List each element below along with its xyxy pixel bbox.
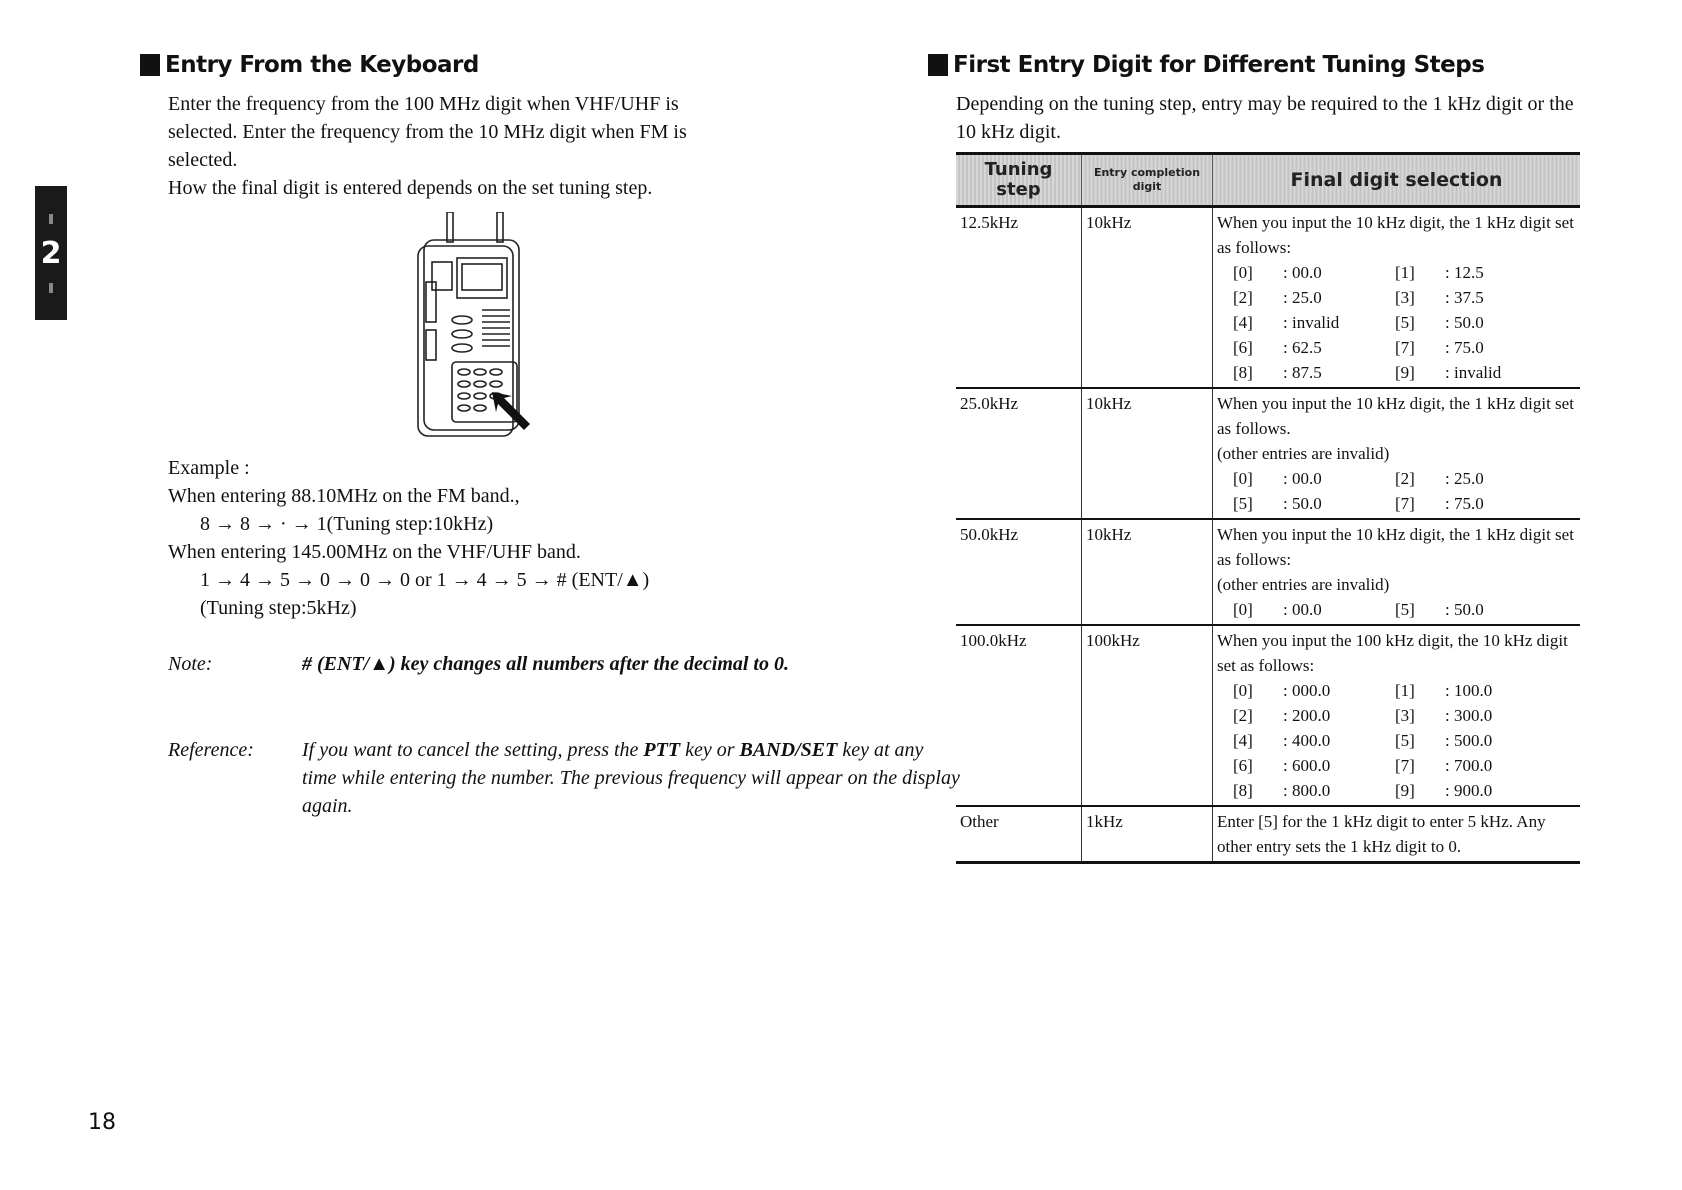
chapter-tab (35, 186, 67, 320)
table-row (956, 207, 1580, 389)
cell-description: When you input the 10 kHz digit, the 1 kHz digit set as follows. (1217, 394, 1574, 438)
reference-text-part: key or (680, 739, 740, 761)
key-label: [3] (1395, 706, 1415, 725)
note-label: Note: (168, 653, 213, 675)
key-value: : 800.0 (1283, 781, 1331, 800)
first-entry-intro (956, 90, 1596, 146)
key-label: [6] (1233, 338, 1253, 357)
key-label: [2] (1395, 469, 1415, 488)
cell-digit: 10kHz (1082, 388, 1213, 519)
key-value: : 25.0 (1445, 469, 1484, 488)
tab-tick-top (49, 214, 53, 224)
key-value: : 400.0 (1283, 731, 1331, 750)
key-label: [2] (1233, 706, 1253, 725)
key-value: : 700.0 (1445, 756, 1493, 775)
cell-digit: 100kHz (1082, 625, 1213, 806)
digit-pairs (1217, 260, 1576, 385)
example-key-sequence: 8 → 8 → · → 1(Tuning step:10kHz) (200, 513, 494, 535)
paragraph-line: How the final digit is entered depends on the set tuning step. (168, 177, 653, 199)
chapter-number: 2 (40, 235, 62, 271)
first-entry-heading (928, 52, 1484, 78)
cell-selection (1213, 519, 1581, 625)
header-text: step (996, 179, 1041, 200)
key-value: : 500.0 (1445, 731, 1493, 750)
key-value: : 50.0 (1283, 494, 1322, 513)
paragraph-line: Enter the frequency from the 100 MHz digit when VHF/UHF is (168, 93, 679, 115)
cell-step: 25.0kHz (956, 388, 1082, 519)
key-label: [3] (1395, 288, 1415, 307)
note-block (168, 650, 988, 710)
key-value: : 600.0 (1283, 756, 1331, 775)
reference-text (302, 736, 962, 820)
cell-digit: 1kHz (1082, 806, 1213, 863)
entry-keyboard-heading-text: Entry From the Keyboard (165, 52, 479, 78)
key-value: : 62.5 (1283, 338, 1322, 357)
key-label: [7] (1395, 338, 1415, 357)
paragraph-line: selected. (168, 149, 238, 171)
table-header-row (956, 154, 1580, 207)
handheld-radio-illustration (412, 212, 547, 442)
key-label: [9] (1395, 363, 1415, 382)
key-label: [1] (1395, 263, 1415, 282)
example-line: When entering 88.10MHz on the FM band., (168, 485, 520, 507)
intro-text: Depending on the tuning step, entry may be required to the 1 kHz digit or the 10 kHz digit. (956, 93, 1574, 143)
cell-note: (other entries are invalid) (1217, 444, 1390, 463)
key-label: [8] (1233, 781, 1253, 800)
key-value: : 00.0 (1283, 600, 1322, 619)
reference-label: Reference: (168, 739, 254, 761)
header-text: Tuning (984, 159, 1053, 180)
reference-text-part: key at any time while entering the number. The previous frequency will appear on the display again. (302, 739, 960, 817)
cell-step: 50.0kHz (956, 519, 1082, 625)
key-value: : 900.0 (1445, 781, 1493, 800)
header-text: digit (1132, 180, 1162, 193)
key-value: : invalid (1283, 313, 1340, 332)
example-section (168, 454, 649, 622)
cell-selection (1213, 806, 1581, 863)
page-number: 18 (88, 1110, 116, 1135)
example-line: When entering 145.00MHz on the VHF/UHF band. (168, 541, 581, 563)
first-entry-heading-text: First Entry Digit for Different Tuning Steps (953, 52, 1485, 78)
key-label: [0] (1233, 681, 1253, 700)
key-label: [7] (1395, 756, 1415, 775)
ptt-key-label: PTT (643, 739, 681, 761)
heading-square-icon (928, 54, 948, 76)
key-value: : 25.0 (1283, 288, 1322, 307)
cell-step: 12.5kHz (956, 207, 1082, 389)
key-value: : 37.5 (1445, 288, 1484, 307)
key-label: [4] (1233, 731, 1253, 750)
key-value: : 00.0 (1283, 263, 1322, 282)
key-value: : invalid (1445, 363, 1502, 382)
key-value: : 50.0 (1445, 313, 1484, 332)
tab-tick-bottom (49, 283, 53, 293)
example-label: Example : (168, 457, 250, 479)
note-text: # (ENT/▲) key changes all numbers after the decimal to 0. (302, 653, 789, 675)
key-value: : 200.0 (1283, 706, 1331, 725)
tuning-step-table (956, 152, 1580, 864)
key-label: [9] (1395, 781, 1415, 800)
key-label: [0] (1233, 600, 1253, 619)
table-row (956, 519, 1580, 625)
table-row (956, 388, 1580, 519)
key-label: [7] (1395, 494, 1415, 513)
key-value: : 87.5 (1283, 363, 1322, 382)
cell-note: (other entries are invalid) (1217, 575, 1390, 594)
cell-step: Other (956, 806, 1082, 863)
digit-pairs (1217, 678, 1576, 803)
cell-description: Enter [5] for the 1 kHz digit to enter 5 kHz. Any other entry sets the 1 kHz digit to 0. (1217, 812, 1546, 856)
example-key-sequence: 1 → 4 → 5 → 0 → 0 → 0 or 1 → 4 → 5 → # (ENT/▲) (200, 569, 650, 591)
paragraph-line: selected. Enter the frequency from the 10 MHz digit when FM is (168, 121, 687, 143)
header-entry-completion-digit (1082, 154, 1213, 207)
cell-digit: 10kHz (1082, 519, 1213, 625)
key-value: : 300.0 (1445, 706, 1493, 725)
key-value: : 50.0 (1445, 600, 1484, 619)
key-label: [5] (1395, 313, 1415, 332)
key-label: [5] (1395, 731, 1415, 750)
table-row (956, 806, 1580, 863)
header-text: Entry completion (1093, 166, 1201, 179)
cell-description: When you input the 10 kHz digit, the 1 kHz digit set as follows: (1217, 213, 1574, 257)
key-label: [6] (1233, 756, 1253, 775)
key-label: [5] (1233, 494, 1253, 513)
digit-pairs (1217, 597, 1576, 622)
bandset-key-label: BAND/SET (739, 739, 838, 761)
key-label: [2] (1233, 288, 1253, 307)
cell-selection (1213, 207, 1581, 389)
cell-step: 100.0kHz (956, 625, 1082, 806)
header-tuning-step (956, 154, 1082, 207)
key-label: [5] (1395, 600, 1415, 619)
key-value: : 000.0 (1283, 681, 1331, 700)
cell-digit: 10kHz (1082, 207, 1213, 389)
key-value: : 100.0 (1445, 681, 1493, 700)
digit-pairs (1217, 466, 1576, 516)
entry-keyboard-body (168, 90, 808, 202)
key-label: [8] (1233, 363, 1253, 382)
table-row (956, 625, 1580, 806)
header-final-digit-selection: Final digit selection (1213, 154, 1581, 207)
key-label: [0] (1233, 263, 1253, 282)
cell-description: When you input the 10 kHz digit, the 1 kHz digit set as follows: (1217, 525, 1574, 569)
entry-keyboard-heading (140, 52, 479, 78)
key-value: : 75.0 (1445, 338, 1484, 357)
reference-text-part: If you want to cancel the setting, press the (302, 739, 644, 761)
cell-selection (1213, 625, 1581, 806)
example-line: (Tuning step:5kHz) (200, 597, 357, 619)
cell-selection (1213, 388, 1581, 519)
reference-block (168, 736, 988, 856)
key-value: : 75.0 (1445, 494, 1484, 513)
key-label: [4] (1233, 313, 1253, 332)
key-label: [1] (1395, 681, 1415, 700)
cell-description: When you input the 100 kHz digit, the 10 kHz digit set as follows: (1217, 631, 1568, 675)
key-value: : 12.5 (1445, 263, 1484, 282)
key-label: [0] (1233, 469, 1253, 488)
heading-square-icon (140, 54, 160, 76)
key-value: : 00.0 (1283, 469, 1322, 488)
